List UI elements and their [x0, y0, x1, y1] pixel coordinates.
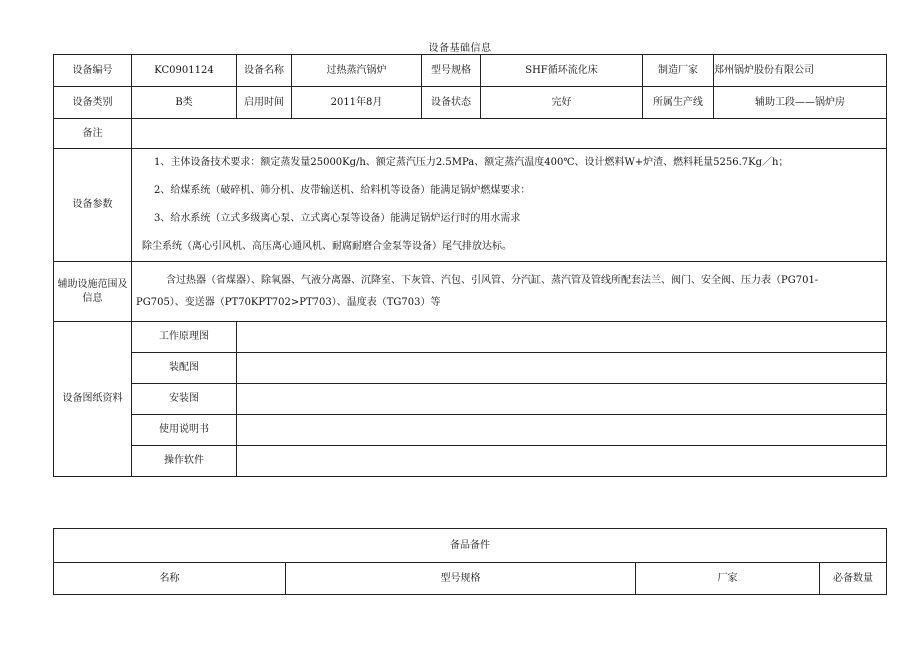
label-aux: 辅助设施范围及信息: [54, 262, 132, 322]
aux-line-1: 含过热器（省煤器）、除氧器、气液分离器、沉降室、下灰管、汽包、引风管、分汽缸、蒸汽管及管线所配套法兰、阀门、安全阀、压力表（PG701-: [166, 274, 819, 286]
value-category: B类: [132, 87, 237, 119]
label-drawings: 设备图纸资料: [54, 322, 132, 477]
drawing-item-assembly: 装配图: [132, 353, 237, 384]
params-content: [132, 149, 887, 262]
drawing-row-5: [54, 446, 887, 477]
spares-col-quantity: 必备数量: [820, 563, 887, 595]
info-row-2: [54, 87, 887, 119]
value-start-date: 2011年8月: [292, 87, 422, 119]
spares-col-name: 名称: [54, 563, 286, 595]
label-production-line: 所属生产线: [643, 87, 714, 119]
value-equipment-no: KC0901124: [132, 55, 237, 87]
param-line-3: 3、给水系统（立式多级离心泵、立式离心泵等设备）能满足锅炉运行时的用水需求: [154, 213, 521, 224]
spares-col-manufacturer: 厂家: [636, 563, 820, 595]
param-line-1: 1、主体设备技术要求：额定蒸发量25000Kg/h、额定蒸汽压力2.5MPa、额定蒸汽温度400℃、设计燃料W+炉渣、燃料耗量5256.7Kg／h；: [154, 157, 789, 168]
spare-parts-table: [53, 528, 887, 595]
drawing-row-4: [54, 415, 887, 446]
label-start-date: 启用时间: [237, 87, 292, 119]
drawing-value-principle: [237, 322, 887, 353]
value-production-line: 辅助工段——锅炉房: [714, 87, 887, 119]
label-manufacturer: 制造厂家: [643, 55, 714, 87]
label-model: 型号规格: [422, 55, 481, 87]
label-remark: 备注: [54, 119, 132, 149]
spares-col-model: 型号规格: [286, 563, 636, 595]
value-equipment-name: 过热蒸汽锅炉: [292, 55, 422, 87]
drawing-value-installation: [237, 384, 887, 415]
aux-row: [54, 262, 887, 322]
drawing-row-1: [54, 322, 887, 353]
aux-content: [132, 262, 887, 322]
value-remark: [132, 119, 887, 149]
drawing-value-software: [237, 446, 887, 477]
label-params: 设备参数: [54, 149, 132, 262]
params-row: [54, 149, 887, 262]
drawing-row-3: [54, 384, 887, 415]
drawing-item-software: 操作软件: [132, 446, 237, 477]
spares-header: 备品备件: [54, 529, 887, 563]
value-model: SHF循环流化床: [481, 55, 643, 87]
value-manufacturer: 郑州锅炉股份有限公司: [714, 55, 887, 87]
drawing-item-manual: 使用说明书: [132, 415, 237, 446]
param-line-2: 2、给煤系统（破碎机、筛分机、皮带输送机、给料机等设备）能满足锅炉燃煤要求：: [154, 185, 531, 196]
spares-header-row: [54, 529, 887, 563]
info-row-1: [54, 55, 887, 87]
label-equipment-no: 设备编号: [54, 55, 132, 87]
value-status: 完好: [481, 87, 643, 119]
label-equipment-name: 设备名称: [237, 55, 292, 87]
equipment-info-table: [53, 54, 887, 477]
drawing-value-assembly: [237, 353, 887, 384]
spares-columns-row: [54, 563, 887, 595]
page-title: 设备基础信息: [428, 43, 492, 54]
label-status: 设备状态: [422, 87, 481, 119]
drawing-item-principle: 工作原理图: [132, 322, 237, 353]
label-category: 设备类别: [54, 87, 132, 119]
drawing-value-manual: [237, 415, 887, 446]
aux-line-2: PG705）、变送器（PT70KPT702>PT703）、温度表（TG703）等: [136, 296, 441, 308]
drawing-row-2: [54, 353, 887, 384]
remark-row: [54, 119, 887, 149]
param-line-4: 除尘系统（离心引风机、高压离心通风机、耐腐耐磨合金泵等设备）尾气排放达标。: [142, 241, 512, 252]
drawing-item-installation: 安装图: [132, 384, 237, 415]
